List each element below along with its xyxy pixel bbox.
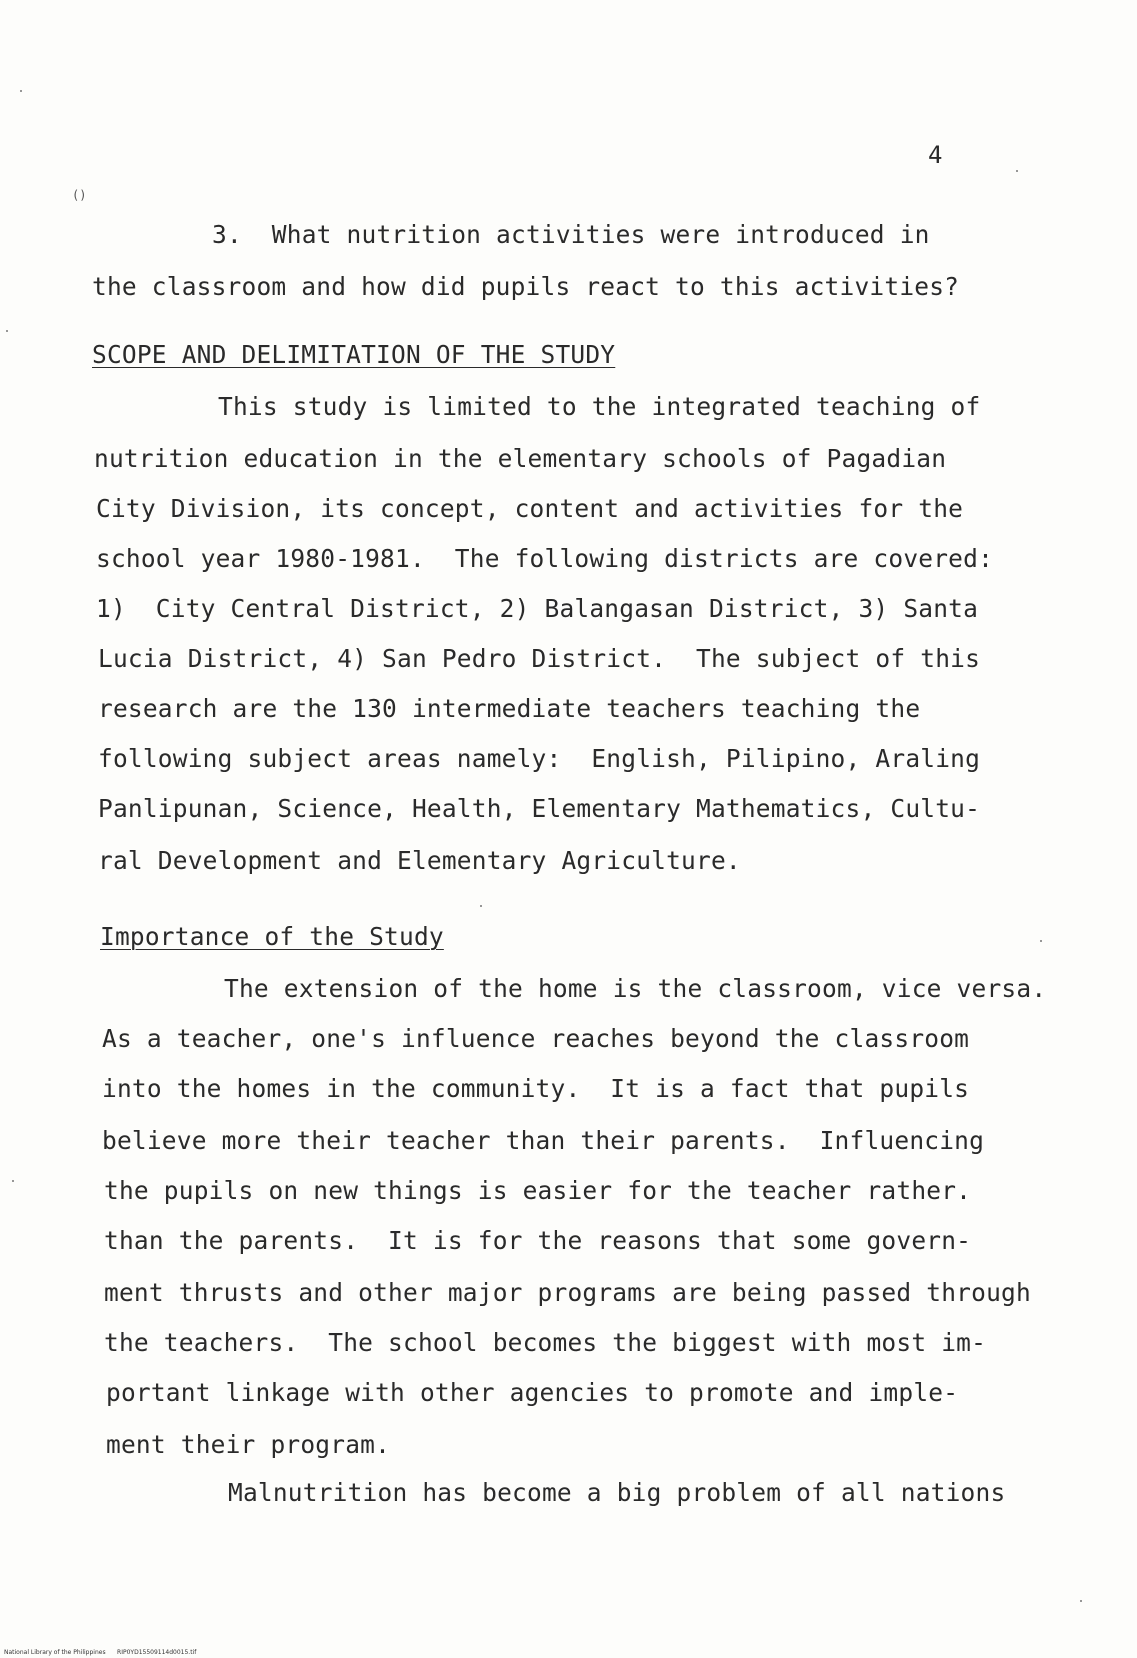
scan-speck	[480, 905, 482, 907]
importance-line: ment thrusts and other major programs are being passed through	[104, 1278, 1031, 1307]
scope-line: following subject areas namely: English, Pilipino, Araling	[98, 744, 981, 773]
scope-line: 1) City Central District, 2) Balangasan District, 3) Santa	[96, 594, 979, 623]
scope-line: nutrition education in the elementary schools of Pagadian	[94, 444, 947, 473]
importance-line: the teachers. The school becomes the biggest with most im-	[104, 1328, 987, 1357]
importance-line: The extension of the home is the classroom, vice versa.	[224, 974, 1047, 1003]
scan-footer	[4, 1649, 196, 1656]
footer-library-name: National Library of the Philippines	[4, 1649, 106, 1656]
scope-line: City Division, its concept, content and activities for the	[96, 494, 964, 523]
scope-line: Lucia District, 4) San Pedro District. The subject of this	[98, 644, 981, 673]
scope-line: research are the 130 intermediate teachers teaching the	[98, 694, 921, 723]
importance-heading: Importance of the Study	[100, 922, 444, 951]
question-3-line-2: the classroom and how did pupils react to this activities?	[92, 272, 960, 301]
scan-speck	[20, 90, 22, 92]
footer-file-name: RIP0YD15509114d0015.tif	[117, 1649, 197, 1656]
importance-line: believe more their teacher than their parents. Influencing	[102, 1126, 985, 1155]
scope-line: school year 1980-1981. The following districts are covered:	[96, 544, 994, 573]
importance-line: the pupils on new things is easier for the teacher rather.	[104, 1176, 972, 1205]
scope-line: Panlipunan, Science, Health, Elementary Mathematics, Cultu-	[98, 794, 981, 823]
page-number: 4	[928, 141, 943, 169]
importance-line: ment their program.	[106, 1430, 391, 1459]
malnutrition-line: Malnutrition has become a big problem of all nations	[228, 1478, 1006, 1507]
importance-line: into the homes in the community. It is a fact that pupils	[102, 1074, 970, 1103]
scan-speck	[1016, 170, 1018, 172]
scope-heading: SCOPE AND DELIMITATION OF THE STUDY	[92, 340, 616, 369]
scope-line: ral Development and Elementary Agriculture.	[98, 846, 741, 875]
scan-speck	[1080, 1600, 1082, 1602]
margin-mark: ()	[72, 188, 87, 202]
scan-speck	[12, 1180, 14, 1182]
importance-line: portant linkage with other agencies to promote and imple-	[106, 1378, 959, 1407]
importance-line: than the parents. It is for the reasons that some govern-	[104, 1226, 972, 1255]
scan-speck	[1040, 940, 1042, 942]
scope-line: This study is limited to the integrated teaching of	[218, 392, 981, 421]
question-3-line-1: 3. What nutrition activities were introduced in	[212, 220, 930, 249]
importance-line: As a teacher, one's influence reaches beyond the classroom	[102, 1024, 970, 1053]
scan-speck	[6, 330, 8, 332]
